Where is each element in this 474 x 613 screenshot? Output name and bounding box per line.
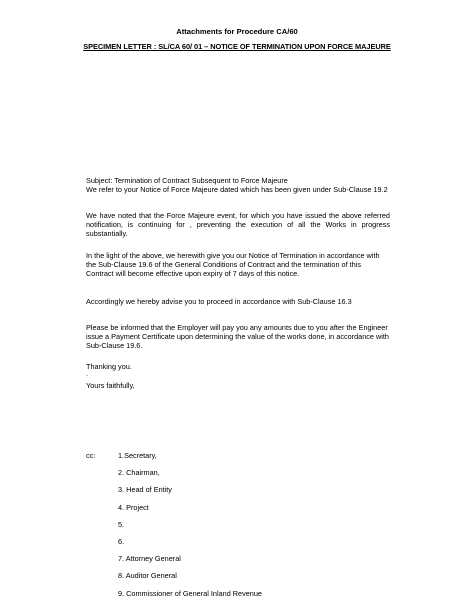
cc-recipient: 9. Commissioner of General Inland Revenue — [118, 588, 262, 598]
cc-recipient: 2. Chairman, — [118, 468, 160, 478]
closing-block — [86, 362, 390, 390]
cc-recipient: 5. — [118, 519, 125, 529]
cc-recipient: 4. Project — [118, 502, 149, 512]
paragraph-force-majeure: We have noted that the Force Majeure event, for which you have issued the above referred notification, is continuing for , preventing the execution of all the Works in progress substantially. — [86, 211, 390, 239]
paragraph-termination-notice: In the light of the above, we herewith give you our Notice of Termination in accordance with the Sub-Clause 19.6 of the General Conditions of Contract and the termination of this Contract will become effective upon expiry of 7 days of this notice. — [86, 251, 380, 279]
cc-label: cc: — [86, 451, 96, 460]
cc-recipient: 1.Secretary, — [118, 451, 157, 460]
cc-recipient: 8. Auditor General — [118, 571, 177, 581]
cc-recipient: 3. Head of Entity — [118, 485, 172, 495]
subject-block — [86, 176, 390, 194]
paragraph-advice: Accordingly we hereby advise you to proceed in accordance with Sub-Clause 16.3 — [86, 297, 352, 306]
subject-line: Subject: Termination of Contract Subsequent to Force Majeure — [86, 176, 288, 185]
cc-recipient: 6. — [118, 536, 125, 546]
stray-mark: . — [86, 369, 89, 379]
cc-recipient-list — [118, 451, 262, 606]
cc-recipient: 7. Attorney General — [118, 554, 181, 564]
paragraph-payment: Please be informed that the Employer will pay you any amounts due to you after the Engineer issue a Payment Certificate upon determining the value of the works done, in accordance with Sub-Clause 19.6. — [86, 323, 389, 351]
thanking-line: Thanking you. — [86, 362, 132, 371]
document-title: Attachments for Procedure CA/60 — [176, 27, 298, 36]
specimen-letter-title: SPECIMEN LETTER : SL/CA 60/ 01 – NOTICE OF TERMINATION UPON FORCE MAJEURE — [83, 42, 391, 51]
yours-faithfully-line: Yours faithfully, — [86, 381, 135, 391]
reference-line: We refer to your Notice of Force Majeure dated which has been given under Sub-Clause 19.2 — [86, 185, 388, 195]
